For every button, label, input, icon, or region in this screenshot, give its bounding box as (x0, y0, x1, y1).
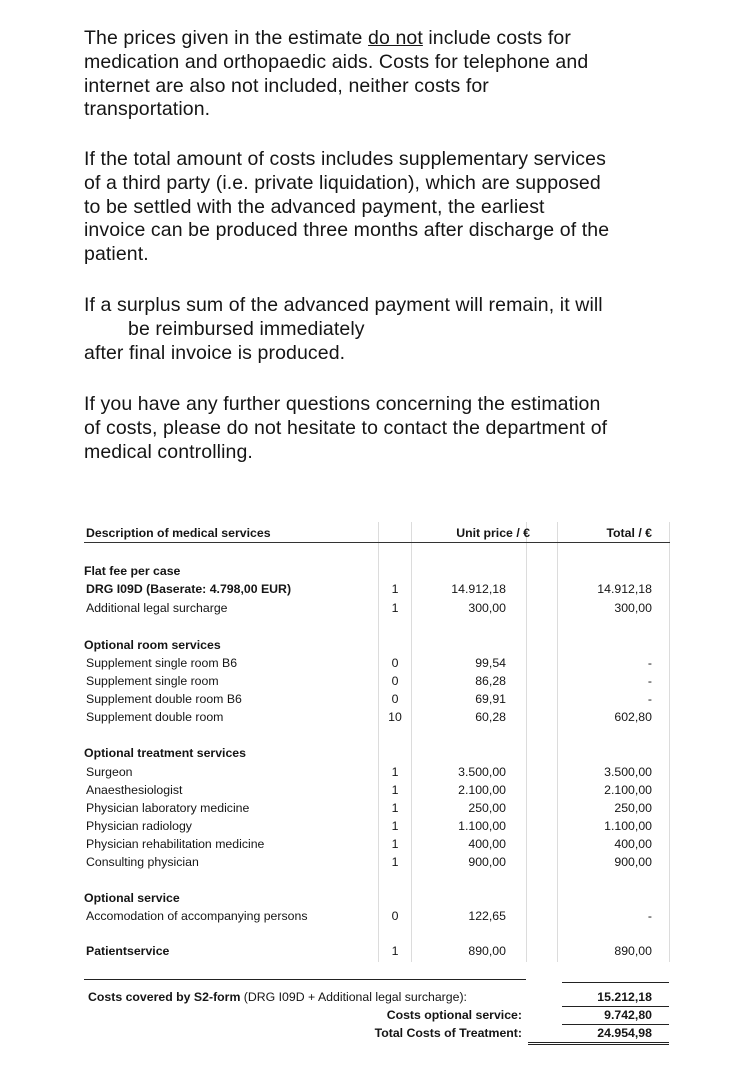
header-description: Description of medical services (86, 526, 271, 540)
summary-s2-label-bold: Costs covered by S2-form (88, 990, 241, 1004)
summary-optional-label: Costs optional service: (386, 1008, 522, 1022)
section-title: Optional treatment services (84, 746, 246, 760)
section-title: Flat fee per case (84, 564, 181, 578)
summary-total-row (84, 1024, 670, 1042)
paragraph-questions: If you have any further questions concerning the estimation of costs, please do not hesitate to contact the department of medical controlling. (84, 393, 608, 463)
header-unit-price: Unit price / € (456, 526, 530, 540)
paragraph-surplus: If a surplus sum of the advanced payment will remain, it will be reimbursed immediately after final invoice is produced. (84, 294, 603, 364)
table-row: Patientservice 1 890,00 890,00 (86, 944, 652, 958)
table-row: Additional legal surcharge 1 300,00 300,00 (86, 601, 652, 615)
table-row: Anaesthesiologist 1 2.100,00 2.100,00 (86, 783, 652, 797)
section-title: Optional service (84, 891, 180, 905)
table-row: Physician laboratory medicine 1 250,00 250,00 (86, 801, 652, 815)
table-row: Supplement single room 0 86,28 - (86, 674, 652, 688)
paragraph-exclusions: The prices given in the estimate do not include costs for medication and orthopaedic aids. Costs for telephone and internet are also not included, neither costs for transportation. (84, 27, 589, 121)
table-row: Supplement single room B6 0 99,54 - (86, 656, 652, 670)
summary-s2-value: 15.212,18 (597, 990, 652, 1004)
summary-s2-row (84, 988, 670, 1006)
table-row: Supplement double room B6 0 69,91 - (86, 692, 652, 706)
table-row: Supplement double room 10 60,28 602,80 (86, 710, 652, 724)
table-row: Accomodation of accompanying persons 0 122,65 - (86, 909, 652, 923)
section-title: Optional room services (84, 638, 221, 652)
summary-s2-label-rest: (DRG I09D + Additional legal surcharge): (240, 990, 467, 1004)
summary-optional-value: 9.742,80 (604, 1008, 652, 1022)
header-total: Total / € (606, 526, 652, 540)
table-row: DRG I09D (Baserate: 4.798,00 EUR) 1 14.912,18 14.912,18 (86, 582, 652, 596)
table-header-row (84, 524, 670, 542)
table-row: Physician rehabilitation medicine 1 400,00 400,00 (86, 837, 652, 851)
paragraph-third-party: If the total amount of costs includes supplementary services of a third party (i.e. private liquidation), which are supposed to be settled with the advanced payment, the earliest invoice can be produced three months after discharge of the patient. (84, 148, 610, 266)
table-row: Consulting physician 1 900,00 900,00 (86, 855, 652, 869)
underlined-do-not: do not (368, 27, 423, 49)
table-row: Surgeon 1 3.500,00 3.500,00 (86, 765, 652, 779)
summary-total-value: 24.954,98 (597, 1026, 652, 1040)
summary-optional-row (84, 1006, 670, 1024)
summary-total-label: Total Costs of Treatment: (374, 1026, 522, 1040)
table-row: Physician radiology 1 1.100,00 1.100,00 (86, 819, 652, 833)
